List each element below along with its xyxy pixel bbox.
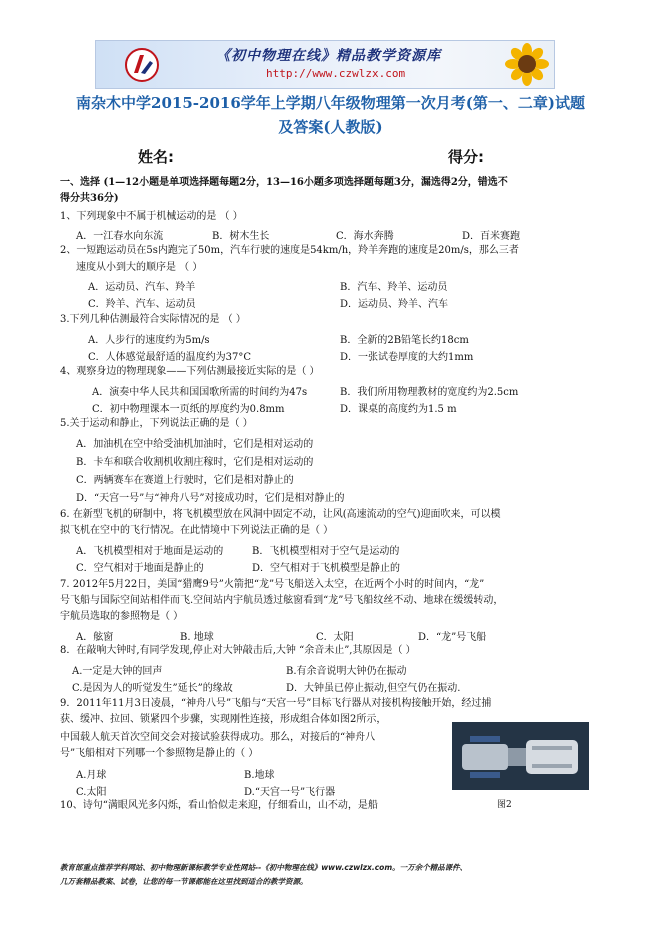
option-b: B．卡车和联合收割机收割庄稼时，它们是相对运动的 bbox=[76, 457, 314, 468]
option-d: D．课桌的高度约为1.5 m bbox=[340, 404, 457, 415]
question-stem-cont: 中国载人航天首次空间交会对接试验获得成功。那么，对接后的“神舟八 bbox=[60, 732, 376, 743]
option-b: B. 地球 bbox=[180, 632, 214, 643]
question-stem: 9．2011年11月3日凌晨，“神舟八号”飞船与“天宫一号”目标飞行器从对接机构接触开始，经过捕 bbox=[60, 698, 492, 709]
spacecraft-docking-photo bbox=[452, 722, 589, 790]
sunflower-icon bbox=[504, 43, 550, 86]
option-c: C．两辆赛车在赛道上行驶时，它们是相对静止的 bbox=[76, 475, 294, 486]
option-c: C．太阳 bbox=[316, 632, 354, 643]
option-d: D．运动员、羚羊、汽车 bbox=[340, 299, 449, 310]
option-c: C．羚羊、汽车、运动员 bbox=[88, 299, 196, 310]
option-d: D．空气相对于飞机模型是静止的 bbox=[252, 563, 401, 574]
option-b: B．我们所用物理教材的宽度约为2.5cm bbox=[340, 387, 519, 398]
question-stem-cont: 号”飞船相对下列哪一个参照物是静止的（ ） bbox=[60, 748, 259, 759]
question-stem: 5.关于运动和静止，下列说法正确的是（ ） bbox=[60, 418, 253, 429]
question-stem-cont: 宇航员选取的参照物是（ ） bbox=[60, 611, 184, 622]
option-d: D．百米赛跑 bbox=[462, 231, 521, 242]
option-a: A．演奏中华人民共和国国歌所需的时间约为47s bbox=[92, 387, 308, 398]
question-stem-cont: 速度从小到大的顺序是 （ ） bbox=[76, 262, 203, 273]
question-stem: 3.下列几种估测最符合实际情况的是 （ ） bbox=[60, 314, 246, 325]
option-b: B.有余音说明大钟仍在振动 bbox=[286, 666, 407, 677]
option-b: B．汽车、羚羊、运动员 bbox=[340, 282, 448, 293]
option-d: D．“龙”号飞船 bbox=[418, 632, 487, 643]
footer-note-line2: 几万套精品教案、试卷，让您的每一节课都能在这里找到适合的教学资源。 bbox=[60, 877, 308, 886]
banner-title: 《初中物理在线》精品教学资源库 bbox=[216, 48, 441, 64]
option-a: A．人步行的速度约为5m/s bbox=[88, 335, 210, 346]
option-d: D.“天宫一号”飞行器 bbox=[244, 787, 336, 798]
score-label: 得分: bbox=[448, 148, 484, 166]
question-stem-cont: 拟飞机在空中的飞行情况。在此情境中下列说法正确的是（ ） bbox=[60, 525, 334, 536]
question-stem-cont: 获、缓冲、拉回、锁紧四个步骤，实现刚性连接，形成组合体如图2所示， bbox=[60, 714, 387, 725]
banner-url: http://www.czwlzx.com bbox=[266, 67, 406, 80]
exam-title: 南杂木中学2015-2016学年上学期八年级物理第一次月考(第一、二章)试题 bbox=[76, 94, 585, 112]
option-d: D．一张试卷厚度的大约1mm bbox=[340, 352, 474, 363]
spacecraft-docking-image bbox=[452, 722, 589, 790]
option-c: C．空气相对于地面是静止的 bbox=[76, 563, 204, 574]
question-stem-cont: 号飞船与国际空间站相伴而飞.空间站内宇航员透过舷窗看到“龙”号飞船纹丝不动、地球在缓缓转动， bbox=[60, 595, 504, 606]
question-stem: 8．在敲响大钟时,有同学发现,停止对大钟敲击后,大钟 “余音未止”,其原因是（ ） bbox=[60, 645, 416, 656]
section-heading: 一、选择 (1—12小题是单项选择题每题2分，13—16小题多项选择题每题3分，漏选得2分，错选不 bbox=[60, 177, 508, 188]
option-c: C．初中物理课本一页纸的厚度约为0.8mm bbox=[92, 404, 285, 415]
footer-note: 教育部重点推荐学科网站、初中物理新课标教学专业性网站--《初中物理在线》www.czwlzx.com。一万余个精品课件、 bbox=[60, 863, 468, 872]
option-d: D．大钟虽已停止振动,但空气仍在振动. bbox=[286, 683, 461, 694]
section-heading-line2: 得分共36分) bbox=[60, 193, 119, 204]
option-c: C.是因为人的听觉发生”延长”的缘故 bbox=[72, 683, 233, 694]
question-stem: 1、下列现象中不属于机械运动的是 （ ） bbox=[60, 211, 243, 222]
site-banner bbox=[95, 40, 555, 89]
option-a: A．运动员、汽车、羚羊 bbox=[88, 282, 196, 293]
option-d: D．“天宫一号”与“神舟八号”对接成功时，它们是相对静止的 bbox=[76, 493, 345, 504]
question-stem: 6. 在新型飞机的研制中，将飞机模型放在风洞中固定不动，让风(高速流动的空气)迎面吹来，可以模 bbox=[60, 509, 501, 520]
question-stem: 10、诗句“满眼风光多闪烁，看山恰似走来迎，仔细看山，山不动，是船 bbox=[60, 800, 378, 811]
option-c: C.太阳 bbox=[76, 787, 107, 798]
option-c: C．人体感觉最舒适的温度约为37°C bbox=[88, 352, 252, 363]
option-a: A.月球 bbox=[76, 770, 107, 781]
option-a: A．加油机在空中给受油机加油时，它们是相对运动的 bbox=[76, 439, 314, 450]
question-stem: 2、一短跑运动员在5s内跑完了50m，汽车行驶的速度是54km/h，羚羊奔跑的速度是20m/s，那么三者 bbox=[60, 245, 519, 256]
option-a: A.一定是大钟的回声 bbox=[72, 666, 163, 677]
question-stem: 7. 2012年5月22日，美国“猎鹰9号”火箭把“龙”号飞船送入太空，在近两个小时的时间内，“龙” bbox=[60, 579, 485, 590]
option-b: B．全新的2B铅笔长约18cm bbox=[340, 335, 469, 346]
question-stem: 4、观察身边的物理现象——下列估测最接近实际的是（ ） bbox=[60, 366, 320, 377]
exam-title-line2: 及答案(人教版) bbox=[278, 118, 383, 136]
figure-caption: 图2 bbox=[497, 800, 512, 810]
option-b: B．树木生长 bbox=[212, 231, 270, 242]
name-label: 姓名: bbox=[138, 148, 174, 166]
option-b: B．飞机模型相对于空气是运动的 bbox=[252, 546, 400, 557]
site-logo-icon bbox=[124, 47, 160, 83]
option-b: B.地球 bbox=[244, 770, 275, 781]
option-c: C．海水奔腾 bbox=[336, 231, 394, 242]
option-a: A．飞机模型相对于地面是运动的 bbox=[76, 546, 224, 557]
option-a: A．舷窗 bbox=[76, 632, 114, 643]
option-a: A．一江春水向东流 bbox=[76, 231, 164, 242]
